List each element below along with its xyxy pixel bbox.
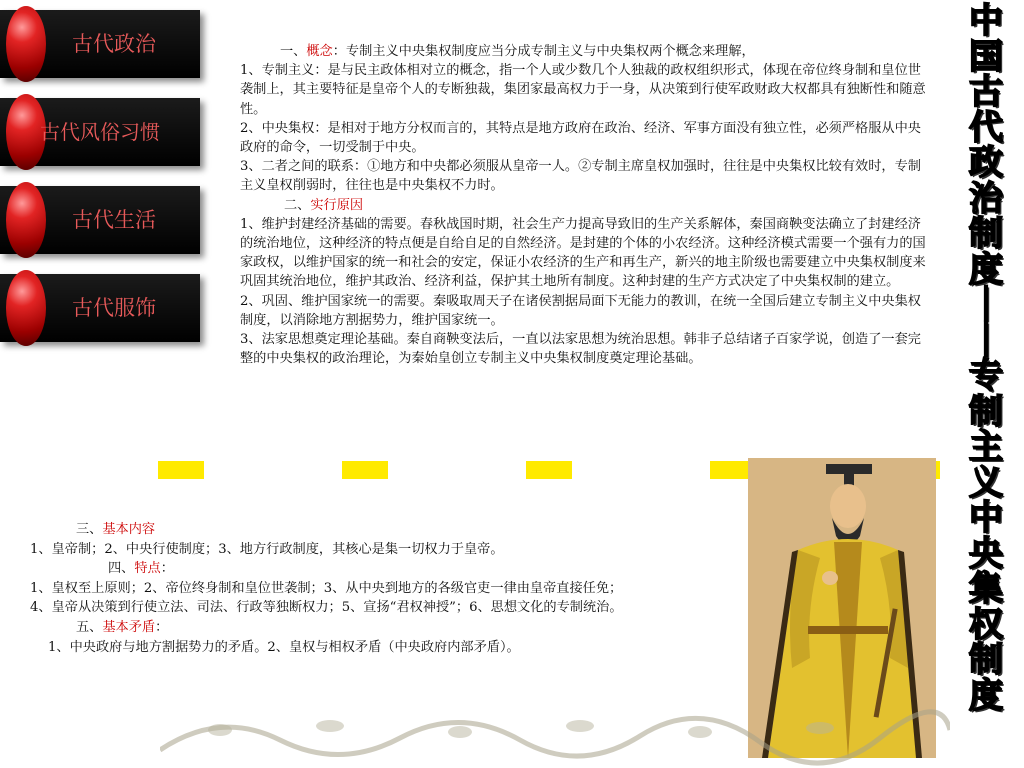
vertical-title-char: 政 [969, 143, 1003, 183]
section-heading-concept: 一、概念：专制主义中央集权制度应当分成专制主义与中央集权两个概念来理解， [280, 44, 755, 59]
nav-item-label: 古代生活 [72, 208, 156, 232]
keyword-features: 特点 [134, 561, 161, 577]
vertical-title-char: 制 [969, 214, 1003, 254]
vertical-title-char: 专 [969, 356, 1003, 396]
vertical-title-char: 制 [969, 391, 1003, 432]
main-text-bottom [30, 520, 830, 657]
paragraph-contradictions: 1、中央政府与地方割据势力的矛盾。2、皇权与相权矛盾（中央政府内部矛盾）。 [48, 639, 520, 655]
paragraph-content: 1、皇帝制；2、中央行使制度；3、地方行政制度，其核心是集一切权力于皇帝。 [30, 541, 504, 557]
vertical-title-char: 度 [969, 249, 1003, 290]
nav-item-ancient-politics[interactable] [0, 10, 200, 78]
decorative-vine-graphic [160, 690, 950, 768]
section-heading-features: 四、特点： [108, 561, 174, 577]
vertical-title-char: 央 [969, 533, 1003, 574]
vertical-title-char: 古 [969, 72, 1003, 112]
vertical-title [956, 1, 1016, 716]
paragraph-autocracy: 1、专制主义：是与民主政体相对立的概念，指一个人或少数几个人独裁的政权组织形式，体现在帝位终身制和皇位世袭制上，其主要特征是皇帝个人的专断独裁，集团家最高权力于一身，从决策到行使军政财政大权都具有独断性和随意性。 [240, 63, 926, 117]
yellow-highlight-box [158, 461, 204, 479]
paragraph-reason-1: 1、维护封建经济基础的需要。春秋战国时期，社会生产力提高导致旧的生产关系解体，秦国商鞅变法确立了封建经济的统治地位，这种经济的特点便是自给自足的自然经济。是封建的个体的小农经济。这种经济模式需要一个强有力的国家政权，以维护国家的统一和社会的安定，保证小农经济的生产和再生产，新兴的地主阶级也需要建立中央集权制度来巩固其统治地位，维护其政治、经济利益，保护其土地所有制度。这种封建的生产方式决定了中央集权制的建立。 [240, 216, 926, 290]
vertical-title-char: 制 [969, 640, 1003, 680]
vertical-title-char: 代 [969, 107, 1003, 148]
vertical-title-char: 权 [969, 604, 1003, 645]
yellow-highlight-box [342, 461, 388, 479]
vertical-title-char: 治 [969, 178, 1003, 219]
keyword-concept: 概念 [306, 44, 333, 59]
keyword-contradictions: 基本矛盾 [102, 619, 156, 635]
nav-item-label: 古代政治 [72, 32, 156, 56]
vertical-title-char: ｜ [969, 285, 1003, 325]
vertical-title-char: 中 [969, 1, 1003, 41]
nav-item-label: 古代服饰 [72, 296, 156, 320]
nav-item-label: 古代风俗习惯 [40, 120, 160, 144]
paragraph-feature-2: 4、皇帝从决策到行使立法、司法、行政等独断权力；5、宣扬“君权神授”；6、思想文化的专制统治。 [30, 600, 623, 616]
vertical-title-char: 度 [969, 675, 1003, 716]
vertical-title-char: ｜ [969, 320, 1003, 361]
main-text-top [240, 42, 930, 368]
keyword-content: 基本内容 [102, 522, 156, 537]
section-heading-content: 三、基本内容 [76, 522, 156, 537]
vertical-title-char: 中 [969, 498, 1003, 538]
section-heading-contradictions: 五、基本矛盾： [76, 619, 169, 635]
vertical-title-char: 集 [969, 569, 1003, 609]
yellow-highlight-box [526, 461, 572, 479]
paragraph-feature-1: 1、皇权至上原则；2、帝位终身制和皇位世袭制；3、从中央到地方的各级官吏一律由皇帝直接任免； [30, 580, 623, 596]
nav-item-ancient-life[interactable] [0, 186, 200, 254]
paragraph-reason-2: 2、巩固、维护国家统一的需要。秦吸取周天子在诸侯割据局面下无能力的教训，在统一全国后建立专制主义中央集权制度，以消除地方割据势力，维护国家统一。 [240, 293, 921, 328]
paragraph-centralization: 2、中央集权：是相对于地方分权而言的，其特点是地方政府在政治、经济、军事方面没有独立性，必须严格服从中央政府的命令，一切受制于中央。 [240, 120, 921, 156]
nav-item-ancient-clothing[interactable] [0, 274, 200, 342]
vertical-title-char: 国 [969, 36, 1003, 77]
paragraph-reason-3: 3、法家思想奠定理论基础。秦自商鞅变法后，一直以法家思想为统治思想。韩非子总结诸子百家学说，创造了一套完整的中央集权的政治理论，为秦始皇创立专制主义中央集权制度奠定理论基础。 [240, 332, 921, 367]
vertical-title-char: 义 [969, 462, 1003, 503]
section-heading-reasons: 二、实行原因 [284, 197, 364, 213]
nav-item-ancient-customs[interactable] [0, 98, 200, 166]
vertical-title-char: 主 [969, 427, 1003, 467]
keyword-reasons: 实行原因 [310, 197, 364, 213]
paragraph-relation: 3、二者之间的联系：①地方和中央都必须服从皇帝一人。②专制主席皇权加强时，往往是中央集权比较有效时，专制主义皇权削弱时，往往也是中央集权不力时。 [240, 159, 921, 194]
